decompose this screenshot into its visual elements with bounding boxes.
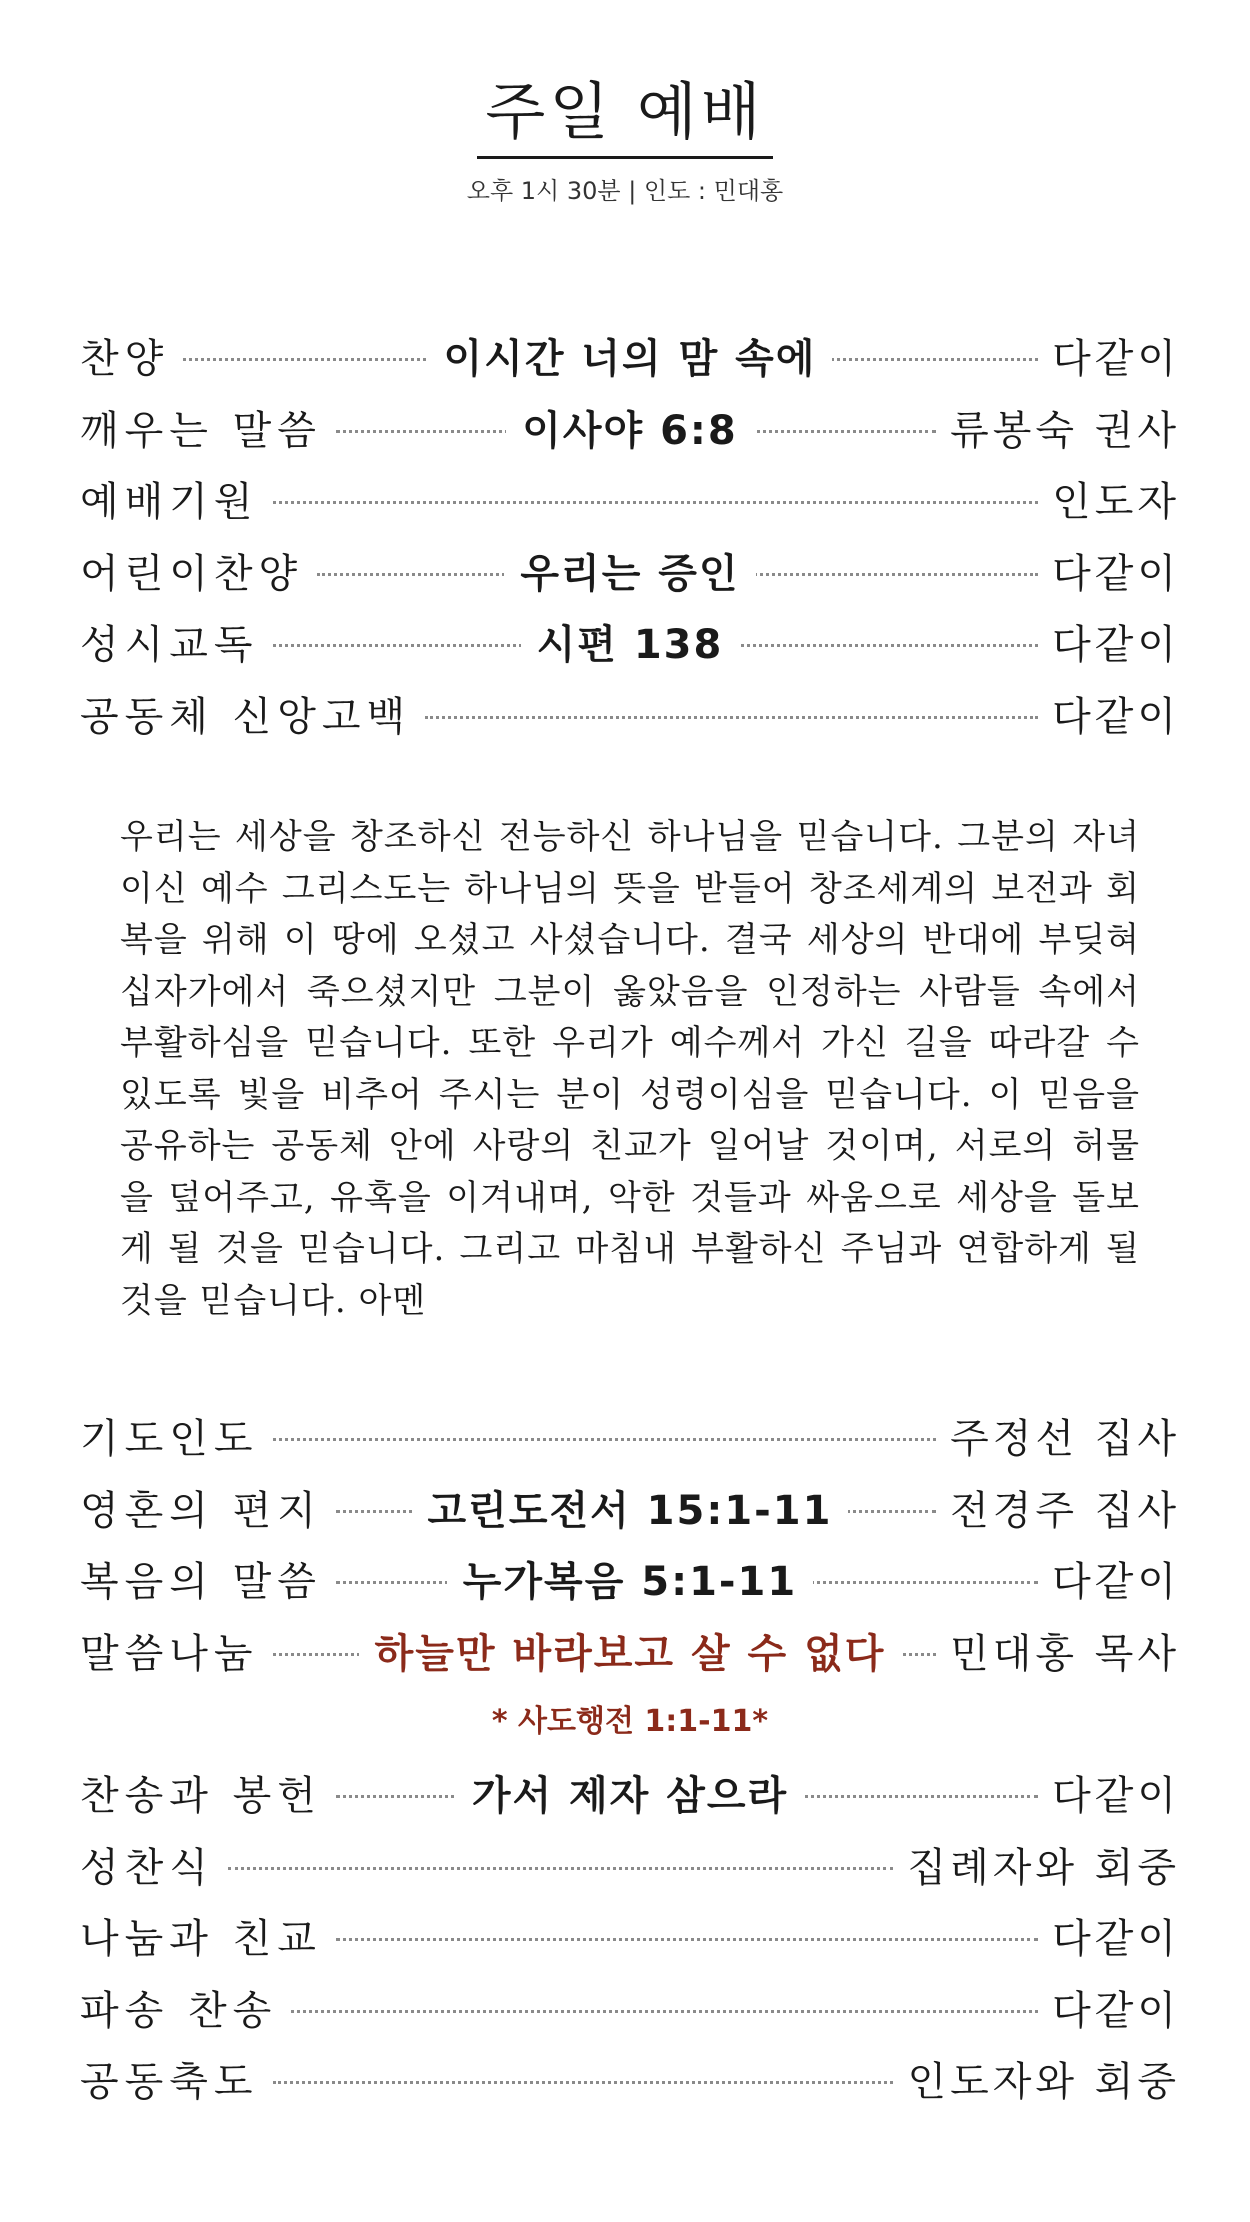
program-item-leader: 다같이 [1038, 542, 1180, 599]
dotted-leader [425, 716, 1038, 719]
program-item-label: 기도인도 [80, 1407, 273, 1464]
program-item-label: 성찬식 [80, 1836, 228, 1893]
program-item-title: 우리는 증인 [504, 551, 755, 597]
program-item-label: 찬송과 봉헌 [80, 1764, 336, 1821]
program-row [80, 463, 1180, 535]
program-item-leader: 인도자 [1038, 470, 1180, 527]
dotted-leader [273, 2081, 894, 2084]
order-of-service-part1 [80, 320, 1180, 749]
dotted-leader [336, 430, 936, 433]
sermon-title: 하늘만 바라보고 살 수 없다 [359, 1631, 902, 1677]
program-item-leader: 다같이 [1038, 1979, 1180, 2036]
program-item-leader: 다같이 [1038, 1550, 1180, 1607]
program-item-leader: 다같이 [1038, 1764, 1180, 1821]
program-row [80, 2043, 1180, 2115]
program-row [80, 1900, 1180, 1972]
program-row [80, 320, 1180, 392]
sermon-scripture-note [80, 1686, 1180, 1758]
dotted-leader [183, 358, 1038, 361]
program-item-leader: 집례자와 회중 [893, 1836, 1180, 1893]
program-item-title: 가서 제자 삼으라 [456, 1773, 804, 1819]
dotted-leader [291, 2010, 1038, 2013]
program-row [80, 1829, 1180, 1901]
dotted-leader [336, 1581, 1038, 1584]
program-item-leader: 인도자와 회중 [893, 2050, 1180, 2107]
program-item-label: 깨우는 말씀 [80, 399, 336, 456]
program-item-label: 파송 찬송 [80, 1979, 291, 2036]
program-item-label: 어린이찬양 [80, 542, 317, 599]
program-item-title: 누가복음 5:1-11 [447, 1559, 813, 1605]
program-item-label: 성시교독 [80, 613, 273, 670]
program-item-leader: 다같이 [1038, 1907, 1180, 1964]
dotted-leader [228, 1867, 894, 1870]
dotted-leader [273, 1653, 937, 1656]
program-item-label: 예배기원 [80, 470, 273, 527]
program-item-leader: 주정선 집사 [936, 1407, 1180, 1464]
program-row [80, 1972, 1180, 2044]
program-item-label: 공동축도 [80, 2050, 273, 2107]
page-title: 주일 예배 [477, 78, 772, 159]
program-item-label: 영혼의 편지 [80, 1479, 336, 1536]
program-row [80, 1615, 1180, 1687]
program-row [80, 606, 1180, 678]
program-item-leader: 다같이 [1038, 685, 1180, 742]
order-of-service-part3 [80, 1757, 1180, 2115]
dotted-leader [336, 1938, 1038, 1941]
bulletin-header [0, 75, 1250, 206]
dotted-leader [317, 573, 1038, 576]
dotted-leader [336, 1510, 936, 1513]
program-item-label: 나눔과 친교 [80, 1907, 336, 1964]
dotted-leader [273, 1438, 937, 1441]
program-item-leader: 류봉숙 권사 [936, 399, 1180, 456]
program-item-leader: 다같이 [1038, 327, 1180, 384]
program-row [80, 392, 1180, 464]
program-row [80, 1400, 1180, 1472]
service-info: 오후 1시 30분 | 인도 : 민대홍 [466, 177, 784, 206]
program-item-title: 이사야 6:8 [506, 408, 754, 454]
program-item-title: 이시간 너의 맘 속에 [428, 336, 833, 382]
program-item-label: 복음의 말씀 [80, 1550, 336, 1607]
program-item-leader: 민대홍 목사 [936, 1622, 1180, 1679]
dotted-leader [336, 1795, 1038, 1798]
program-item-leader: 다같이 [1038, 613, 1180, 670]
program-item-leader: 전경주 집사 [936, 1479, 1180, 1536]
program-item-label: 공동체 신앙고백 [80, 685, 425, 742]
program-row [80, 1757, 1180, 1829]
program-row [80, 1543, 1180, 1615]
program-item-label: 찬양 [80, 327, 183, 384]
program-item-title: 시편 138 [521, 622, 740, 668]
program-item-title: 고린도전서 15:1-11 [412, 1488, 849, 1534]
dotted-leader [273, 501, 1039, 504]
program-item-label: 말씀나눔 [80, 1622, 273, 1679]
dotted-leader [273, 644, 1039, 647]
creed-text: 우리는 세상을 창조하신 전능하신 하나님을 믿습니다. 그분의 자녀이신 예수 그리스도는 하나님의 뜻을 받들어 창조세계의 보전과 회복을 위해 이 땅에 오셨고 사셨습니다. 결국 세상의 반대에 부딪혀 십자가에서 죽으셨지만 그분이 옳았음을 인정하는 사람들 속에서 부활하심을 믿습니다. 또한 우리가 예수께서 가신 길을 따라갈 수 있도록 빛을 비추어 주시는 분이 성령이심을 믿습니다. 이 믿음을 공유하는 공동체 안에 사랑의 친교가 일어날 것이며, 서로의 허물을 덮어주고, 유혹을 이겨내며, 악한 것들과 싸움으로 세상을 돌보게 될 것을 믿습니다. 그리고 마침내 부활하신 주님과 연합하게 될 것을 믿습니다. 아멘 [120, 817, 1140, 1321]
scripture-reference: * 사도행전 1:1-11* [491, 1704, 769, 1739]
order-of-service-part2 [80, 1400, 1180, 1758]
program-row [80, 1472, 1180, 1544]
program-row [80, 535, 1180, 607]
program-row [80, 678, 1180, 750]
